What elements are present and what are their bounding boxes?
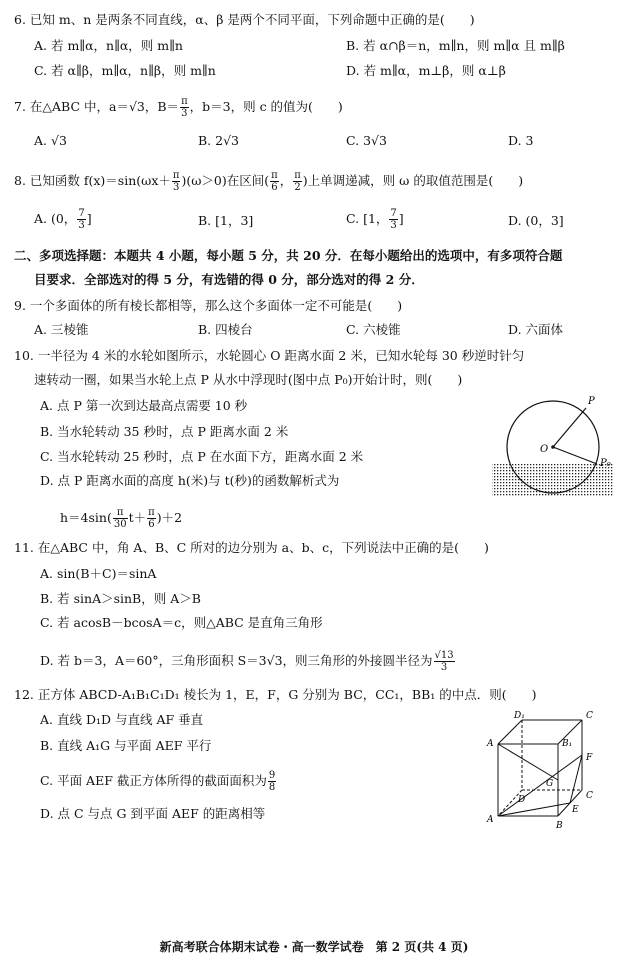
q7-option-a: A. √3 <box>34 133 67 148</box>
fraction-numerator: 7 <box>78 208 85 219</box>
q7-stem-part: ，b＝3，则 c 的值为( ) <box>189 99 343 114</box>
fraction-denominator: 2 <box>294 182 301 193</box>
fraction-numerator: π <box>148 507 155 518</box>
q7-stem <box>14 96 343 119</box>
fraction-denominator: 3 <box>390 220 397 231</box>
option-part: C. [1， <box>346 211 389 226</box>
q10-option-b: B. 当水轮转动 35 秒时，点 P 距离水面 2 米 <box>40 424 289 439</box>
fraction-denominator: 6 <box>271 182 278 193</box>
q11-option-a: A. sin(B＋C)＝sinA <box>40 566 157 581</box>
fraction-denominator: 30 <box>113 519 127 530</box>
fraction-numerator: 7 <box>390 208 397 219</box>
label-d1: D₁ <box>514 711 525 721</box>
q8-option-c <box>346 208 404 231</box>
water-wheel-figure <box>488 386 618 498</box>
fraction-numerator: π <box>172 170 180 181</box>
fraction-denominator: 3 <box>440 662 448 673</box>
q8-stem-part: )(ω＞0)在区间( <box>181 173 270 188</box>
q8-option-c-fraction <box>389 208 397 231</box>
q12-option-c-fraction <box>268 770 276 793</box>
fraction-numerator: π <box>113 507 128 519</box>
label-o: O <box>540 444 549 455</box>
option-part: A. (0， <box>34 211 77 226</box>
fraction-numerator: √13 <box>434 650 454 661</box>
q10-formula-fraction <box>147 507 156 530</box>
q12-option-b: B. 直线 A₁G 与平面 AEF 平行 <box>40 738 212 753</box>
q6-option-d: D. 若 m∥α，m⊥β，则 α⊥β <box>346 63 506 78</box>
label-d: D <box>518 795 526 805</box>
q6-stem: 6. 已知 m、n 是两条不同直线，α、β 是两个不同平面，下列命题中正确的是( ) <box>14 12 475 27</box>
q12-option-a: A. 直线 D₁D 与直线 AF 垂直 <box>40 712 204 727</box>
q11-option-b: B. 若 sinA＞sinB，则 A＞B <box>40 591 201 606</box>
formula-part: t＋ <box>128 510 147 525</box>
option-part: D. 若 b＝3，A＝60°，三角形面积 S＝3√3，则三角形的外接圆半径为 <box>40 653 433 668</box>
radius-to-p0 <box>553 447 597 464</box>
q9-stem: 9. 一个多面体的所有棱长都相等，那么这个多面体一定不可能是( ) <box>14 298 403 313</box>
fraction-denominator: 6 <box>148 519 155 530</box>
label-a: A <box>487 815 494 825</box>
formula-part: )＋2 <box>156 510 183 525</box>
edge-a1-d1 <box>498 720 522 744</box>
q11-stem: 11. 在△ABC 中，角 A、B、C 所对的边分别为 a、b、c，下列说法中正确的是( ) <box>14 540 489 555</box>
q8-stem-part: ， <box>279 173 293 188</box>
fraction-denominator: 3 <box>181 108 188 119</box>
q10-formula <box>60 507 182 530</box>
q12-stem: 12. 正方体 ABCD-A₁B₁C₁D₁ 棱长为 1，E，F，G 分别为 BC，CC₁，BB₁ 的中点．则( ) <box>14 687 537 702</box>
q8-stem-part: )上单调递减，则 ω 的取值范围是( ) <box>302 173 524 188</box>
label-b1: B₁ <box>562 739 573 749</box>
option-part: ] <box>86 211 92 226</box>
q9-option-c: C. 六棱锥 <box>346 322 401 337</box>
q10-option-a: A. 点 P 第一次到达最高点需要 10 秒 <box>40 398 248 413</box>
label-p: P <box>588 396 595 407</box>
radius-to-p <box>553 408 586 447</box>
q10-stem-line1: 10. 一半径为 4 米的水轮如图所示，水轮圆心 O 距离水面 2 米，已知水轮每 30 秒逆时针匀 <box>14 348 525 363</box>
q7-option-d: D. 3 <box>508 133 534 148</box>
q8-option-a <box>34 208 92 231</box>
page-footer: 新高考联合体期末试卷・高一数学试卷 第 2 页(共 4 页) <box>159 940 469 954</box>
label-c: C <box>586 791 593 801</box>
fraction-numerator: 9 <box>268 770 276 781</box>
q10-option-d: D. 点 P 距离水面的高度 h(米)与 t(秒)的函数解析式为 <box>40 473 340 488</box>
label-c1: C <box>586 711 593 721</box>
section2-instructions-line1: 二、多项选择题：本题共 4 小题，每小题 5 分，共 20 分．在每小题给出的选项中，有多项符合题 <box>14 248 563 263</box>
line-a1-g <box>498 744 558 780</box>
option-part: C. 平面 AEF 截正方体所得的截面面积为 <box>40 773 267 788</box>
q12-option-d: D. 点 C 与点 G 到平面 AEF 的距离相等 <box>40 806 266 821</box>
q11-option-c: C. 若 acosB－bcosA＝c，则△ABC 是直角三角形 <box>40 615 323 630</box>
q7-option-c: C. 3√3 <box>346 133 387 148</box>
fraction-numerator: π <box>294 170 301 181</box>
q8-option-d: D. (0，3] <box>508 213 564 228</box>
line-a-f <box>498 755 582 816</box>
q7-stem-part: 7. 在△ABC 中，a＝√3，B＝ <box>14 99 180 114</box>
q8-fraction <box>270 170 279 193</box>
q6-option-a: A. 若 m∥α，n∥α，则 m∥n <box>34 38 183 53</box>
fraction-denominator: 8 <box>268 782 276 793</box>
label-e: E <box>572 805 579 815</box>
q8-fraction <box>293 170 302 193</box>
q10-formula-fraction <box>113 507 128 530</box>
q12-option-c <box>40 770 277 793</box>
label-p0: P₀ <box>600 458 611 469</box>
q6-option-b: B. 若 α∩β＝n，m∥n，则 m∥α 且 m∥β <box>346 38 565 53</box>
fraction-numerator: π <box>181 96 188 107</box>
q7-fraction <box>180 96 189 119</box>
q8-stem <box>14 170 523 193</box>
water-surface <box>492 464 614 496</box>
q8-option-b: B. [1，3] <box>198 213 254 228</box>
q9-option-a: A. 三棱锥 <box>34 322 89 337</box>
q10-stem-line2: 速转动一圈，如果当水轮上点 P 从水中浮现时(图中点 P₀)开始计时，则( ) <box>34 372 463 387</box>
q8-stem-part: 8. 已知函数 f(x)＝sin(ωx＋ <box>14 173 171 188</box>
label-g: G <box>546 779 554 789</box>
q11-option-d <box>40 650 456 673</box>
section2-instructions-line2: 目要求．全部选对的得 5 分，有选错的得 0 分，部分选对的得 2 分． <box>34 272 424 287</box>
option-part: ] <box>398 211 404 226</box>
q9-option-b: B. 四棱台 <box>198 322 253 337</box>
fraction-denominator: 3 <box>78 220 85 231</box>
q10-option-c: C. 当水轮转动 25 秒时，点 P 在水面下方，距离水面 2 米 <box>40 449 364 464</box>
label-a1: A <box>487 739 494 749</box>
q6-option-c: C. 若 α∥β，m∥α，n∥β，则 m∥n <box>34 63 216 78</box>
label-f: F <box>586 753 593 763</box>
q8-option-a-fraction <box>77 208 85 231</box>
q11-option-d-fraction <box>434 650 455 673</box>
q7-option-b: B. 2√3 <box>198 133 240 148</box>
cube-figure <box>484 708 620 838</box>
fraction-numerator: π <box>271 170 278 181</box>
fraction-denominator: 3 <box>172 182 180 193</box>
center-point <box>551 445 555 449</box>
q8-fraction <box>172 170 181 193</box>
label-b: B <box>556 821 563 831</box>
q9-option-d: D. 六面体 <box>508 322 564 337</box>
formula-part: h＝4sin( <box>60 510 112 525</box>
